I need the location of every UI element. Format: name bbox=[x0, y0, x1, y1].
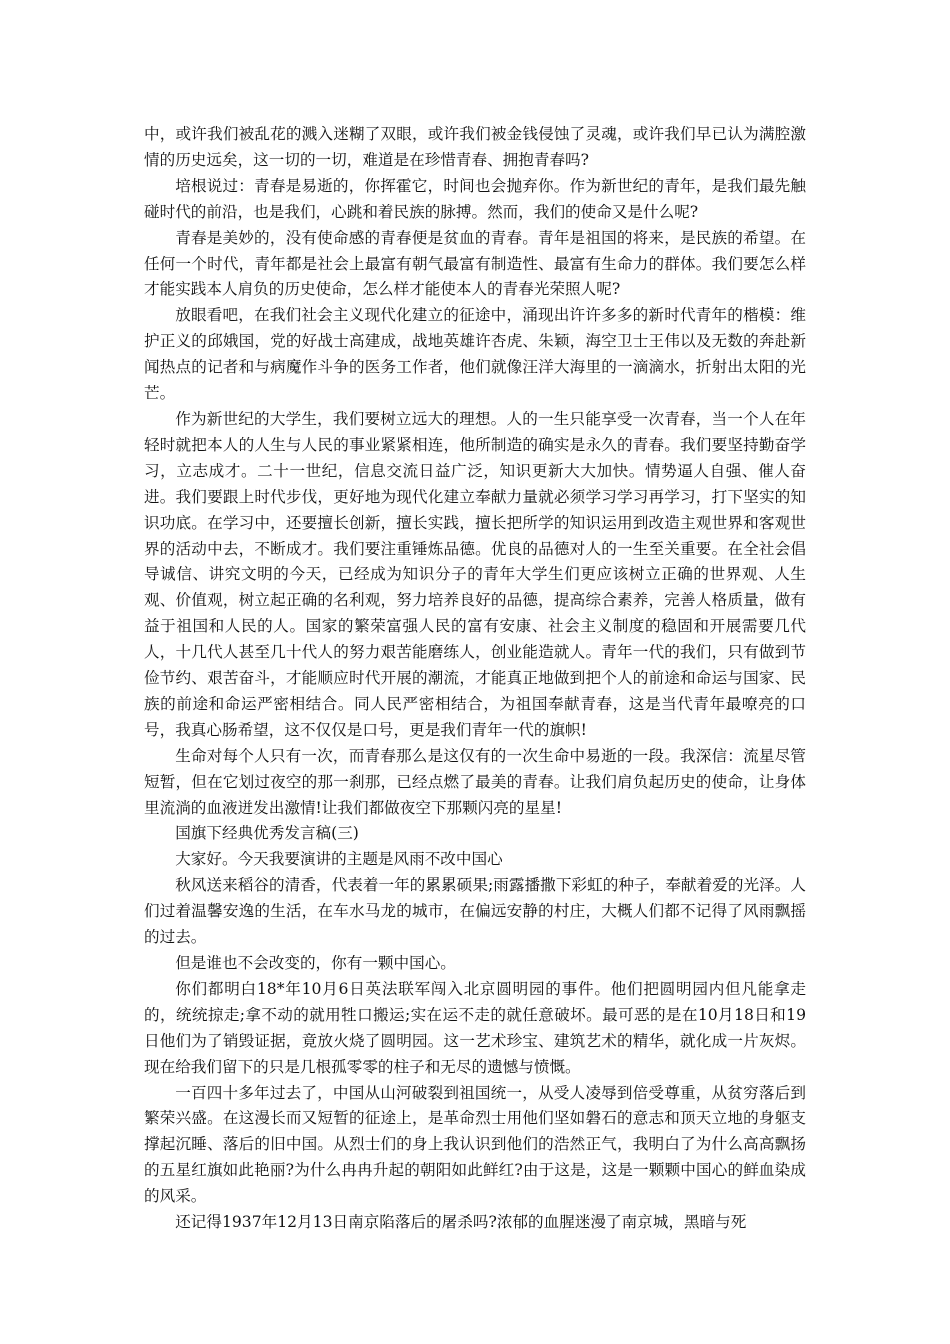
paragraph: 培根说过：青春是易逝的，你挥霍它，时间也会抛弃你。作为新世纪的青年，是我们最先触碰时代的前沿，也是我们，心跳和着民族的脉搏。然而，我们的使命又是什么呢? bbox=[144, 176, 806, 221]
paragraph: 但是谁也不会改变的，你有一颗中国心。 bbox=[175, 954, 456, 972]
paragraph: 生命对每个人只有一次，而青春那么是这仅有的一次生命中易逝的一段。我深信：流星尽管短暂，但在它划过夜空的那一刹那，已经点燃了最美的青春。让我们肩负起历史的使命，让身体里流淌的血液迸发出激情!让我们都做夜空下那颗闪亮的星星! bbox=[144, 746, 806, 817]
paragraph: 大家好。今天我要演讲的主题是风雨不改中国心 bbox=[175, 850, 503, 869]
document-page bbox=[144, 122, 806, 1236]
paragraph: 青春是美妙的，没有使命感的青春便是贫血的青春。青年是祖国的将来，是民族的希望。在任何一个时代，青年都是社会上最富有朝气最富有制造性、最富有生命力的群体。我们要怎么样才能实践本人肩负的历史使命，怎么样才能使本人的青春光荣照人呢? bbox=[144, 228, 806, 299]
paragraph-continuation: 中，或许我们被乱花的溅入迷糊了双眼，或许我们被金钱侵蚀了灵魂，或许我们早已认为满腔激情的历史远矣，这一切的一切，难道是在珍惜青春、拥抱青春吗? bbox=[144, 125, 806, 169]
paragraph: 秋风送来稻谷的清香，代表着一年的累累硕果;雨露播撒下彩虹的种子，奉献着爱的光泽。人们过着温馨安逸的生活，在车水马龙的城市，在偏远安静的村庄，大概人们都不记得了风雨飘摇的过去。 bbox=[144, 876, 806, 947]
paragraph: 放眼看吧，在我们社会主义现代化建立的征途中，涌现出许许多多的新时代青年的楷模：维护正义的邱娥国，党的好战士高建成，战地英雄许杏虎、朱颖，海空卫士王伟以及无数的奔赴新闻热点的记者和与病魔作斗争的医务工作者，他们就像汪洋大海里的一滴滴水，折射出太阳的光芒。 bbox=[144, 306, 806, 403]
paragraph: 一百四十多年过去了，中国从山河破裂到祖国统一，从受人凌辱到倍受尊重，从贫穷落后到繁荣兴盛。在这漫长而又短暂的征途上，是革命烈士用他们坚如磐石的意志和顶天立地的身躯支撑起沉睡、落后的旧中国。从烈士们的身上我认识到他们的浩然正气，我明白了为什么高高飘扬的五星红旗如此艳丽?为什么冉冉升起的朝阳如此鲜红?由于这是，这是一颗颗中国心的鲜血染成的风采。 bbox=[144, 1083, 806, 1206]
paragraph: 作为新世纪的大学生，我们要树立远大的理想。人的一生只能享受一次青春，当一个人在年轻时就把本人的人生与人民的事业紧紧相连，他所制造的确实是永久的青春。我们要坚持勤奋学习，立志成才。二十一世纪，信息交流日益广泛，知识更新大大加快。情势逼人自强、催人奋进。我们要跟上时代步伐，更好地为现代化建立奉献力量就必须学习学习再学习，打下坚实的知识功底。在学习中，还要擅长创新，擅长实践，擅长把所学的知识运用到改造主观世界和客观世界的活动中去，不断成才。我们要注重锤炼品德。优良的品德对人的一生至关重要。在全社会倡导诚信、讲究文明的今天，已经成为知识分子的青年大学生们更应该树立正确的世界观、人生观、价值观，树立起正确的名利观，努力培养良好的品德，提高综合素养，完善人格质量，做有益于祖国和人民的人。国家的繁荣富强人民的富有安康、社会主义制度的稳固和开展需要几代人，十几代人甚至几十代人的努力艰苦能磨练人，创业能造就人。青年一代的我们，只有做到节俭节约、艰苦奋斗，才能顺应时代开展的潮流，才能真正地做到把个人的前途和命运与国家、民族的前途和命运严密相结合。同人民严密相结合，为祖国奉献青春，这是当代青年最嘹亮的口号，我真心肠希望，这不仅仅是口号，更是我们青年一代的旗帜! bbox=[144, 409, 806, 739]
paragraph-truncated: 还记得1937年12月13日南京陷落后的屠杀吗?浓郁的血腥迷漫了南京城，黑暗与死 bbox=[175, 1213, 747, 1232]
paragraph: 你们都明白18*年10月6日英法联军闯入北京圆明园的事件。他们把圆明园内但凡能拿走的，统统掠走;拿不动的就用牲口搬运;实在运不走的就任意破坏。最可恶的是在10月18日和19日他们为了销毁证据，竟放火烧了圆明园。这一艺术珍宝、建筑艺术的精华，就化成一片灰烬。现在给我们留下的只是几根孤零零的柱子和无尽的遗憾与愤慨。 bbox=[144, 979, 806, 1076]
section-heading: 国旗下经典优秀发言稿(三) bbox=[175, 824, 359, 843]
